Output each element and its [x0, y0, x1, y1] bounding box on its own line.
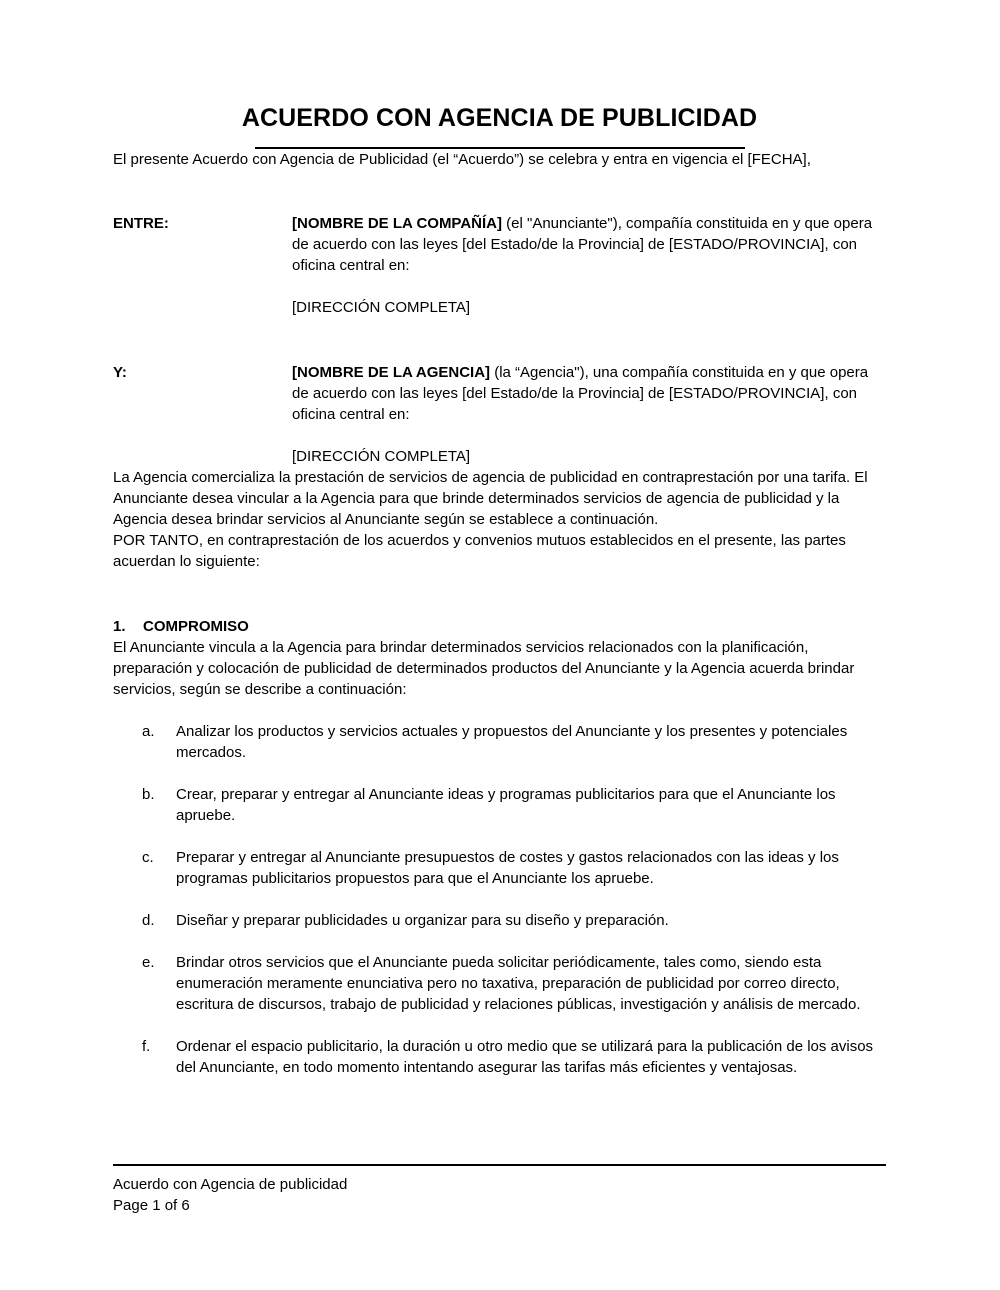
- list-item-marker: d.: [142, 911, 155, 929]
- intro-paragraph: El presente Acuerdo con Agencia de Publicidad (el “Acuerdo”) se celebra y entra en vigencia el [FECHA],: [113, 150, 811, 168]
- list-item: [113, 910, 886, 931]
- section-title: COMPROMISO: [143, 617, 249, 635]
- list-item-text: Preparar y entregar al Anunciante presupuestos de costes y gastos relacionados con las ideas y los programas publicitarios propuestos para que el Anunciante los apruebe.: [176, 848, 839, 887]
- party-address-agency: [DIRECCIÓN COMPLETA]: [292, 447, 471, 465]
- list-item-marker: a.: [142, 722, 155, 740]
- list-item: [113, 952, 886, 1015]
- party-description-agency: (la “Agencia"), una compañía constituida en y que opera de acuerdo con las leyes [del Estado/de la Provincia] de [ESTADO/PROVINCIA], con oficina central en:: [292, 363, 869, 423]
- list-item-text: Diseñar y preparar publicidades u organizar para su diseño y preparación.: [176, 911, 669, 929]
- list-item-marker: f.: [142, 1037, 151, 1055]
- recital-paragraph-1: La Agencia comercializa la prestación de servicios de agencia de publicidad en contraprestación por una tarifa. El Anunciante desea vincular a la Agencia para que brinde determinados servicios de agencia de publicidad y la Agencia desea brindar servicios al Anunciante según se establece a continuación.: [113, 468, 868, 528]
- party-row-advertiser: [113, 213, 886, 318]
- recital-paragraph-2: POR TANTO, en contraprestación de los acuerdos y convenios mutuos establecidos en el presente, las partes acuerdan lo siguiente:: [113, 531, 846, 570]
- list-item-marker: b.: [142, 785, 155, 803]
- section-number: 1.: [113, 617, 126, 635]
- party-row-agency: [113, 362, 886, 467]
- party-name-advertiser: [NOMBRE DE LA COMPAÑÍA]: [292, 214, 502, 232]
- footer-divider: [113, 1164, 886, 1166]
- section-intro-paragraph: El Anunciante vincula a la Agencia para brindar determinados servicios relacionados con la planificación, preparación y colocación de publicidad de determinados productos del Anunciante y la Agencia acuerda brindar servicios, según se describe a continuación:: [113, 638, 855, 698]
- list-item-text: Crear, preparar y entregar al Anunciante ideas y programas publicitarios para que el Anunciante los apruebe.: [176, 785, 836, 824]
- document-content: [113, 0, 886, 1078]
- party-body-agency: [292, 362, 886, 467]
- services-list: [113, 721, 886, 1078]
- party-address-advertiser: [DIRECCIÓN COMPLETA]: [292, 298, 471, 316]
- party-label-y: Y:: [113, 363, 127, 381]
- list-item-marker: e.: [142, 953, 155, 971]
- page-footer: [113, 1164, 886, 1216]
- list-item-marker: c.: [142, 848, 154, 866]
- list-item: [113, 847, 886, 889]
- list-item: [113, 721, 886, 763]
- party-body-advertiser: [292, 213, 886, 318]
- party-description-advertiser: (el "Anunciante"), compañía constituida en y que opera de acuerdo con las leyes [del Estado/de la Provincia] de [ESTADO/PROVINCIA], con oficina central en:: [292, 214, 873, 274]
- list-item-text: Ordenar el espacio publicitario, la duración u otro medio que se utilizará para la publicación de los avisos del Anunciante, en todo momento intentando asegurar las tarifas más eficientes y ventajosas.: [176, 1037, 874, 1076]
- page-title: ACUERDO CON AGENCIA DE PUBLICIDAD: [241, 104, 758, 132]
- list-item: [113, 784, 886, 826]
- list-item: [113, 1036, 886, 1078]
- list-item-text: Brindar otros servicios que el Anunciante pueda solicitar periódicamente, tales como, siendo esta enumeración meramente enunciativa pero no taxativa, preparación de publicidad por correo directo, escritura de discursos, trabajo de publicidad y relaciones públicas, investigación y análisis de mercado.: [176, 953, 861, 1013]
- footer-document-name: Acuerdo con Agencia de publicidad: [113, 1176, 348, 1193]
- section-heading-compromiso: [113, 616, 886, 637]
- title-block: [113, 0, 886, 149]
- party-label-entre: ENTRE:: [113, 214, 169, 232]
- party-name-agency: [NOMBRE DE LA AGENCIA]: [292, 363, 491, 381]
- footer-text: [113, 1174, 886, 1216]
- footer-page-number: Page 1 of 6: [113, 1197, 190, 1214]
- list-item-text: Analizar los productos y servicios actuales y propuestos del Anunciante y los presentes y potenciales mercados.: [176, 722, 848, 761]
